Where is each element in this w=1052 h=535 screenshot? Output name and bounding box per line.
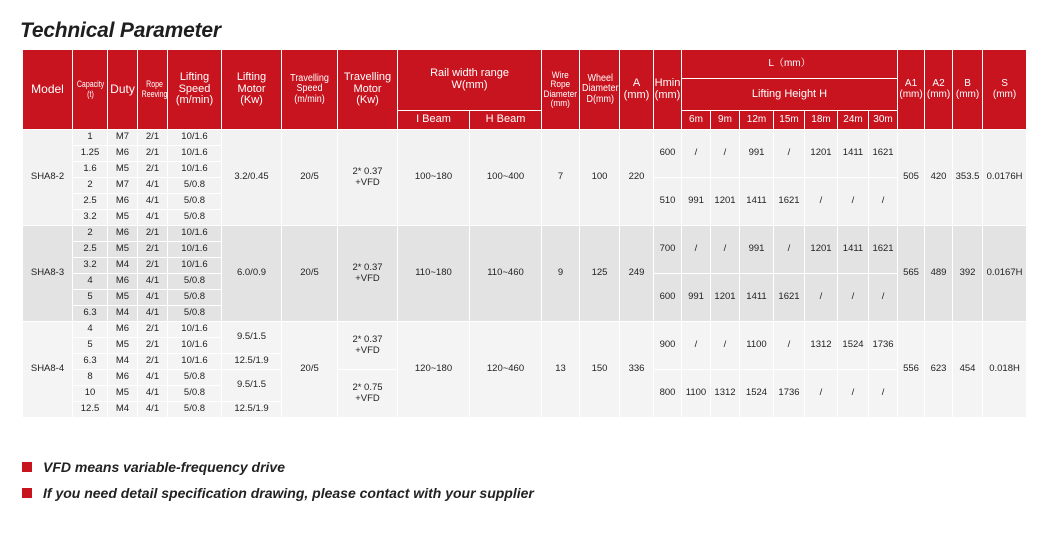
a2-cell: 420 <box>925 130 953 226</box>
header-a1: A1 (mm) <box>898 50 925 130</box>
lifting-height-cell: 1736 <box>869 322 898 370</box>
s-cell: 0.0176H <box>983 130 1027 226</box>
header-model: Model <box>23 50 73 130</box>
table-row <box>23 226 1027 242</box>
lifting-speed-cell: 10/1.6 <box>168 146 222 162</box>
duty-cell: M5 <box>108 162 138 178</box>
a-cell: 220 <box>620 130 654 226</box>
lifting-speed-cell: 5/0.8 <box>168 306 222 322</box>
lifting-height-cell: 1411 <box>838 226 869 274</box>
lifting-motor-cell: 9.5/1.5 <box>222 322 282 354</box>
wire-rope-cell: 9 <box>542 226 580 322</box>
header-height-15m: 15m <box>774 111 805 130</box>
note-contact: If you need detail specification drawing, please contact with your supplier <box>43 485 534 501</box>
a-cell: 336 <box>620 322 654 418</box>
duty-cell: M7 <box>108 130 138 146</box>
capacity-cell: 12.5 <box>73 402 108 418</box>
lifting-height-cell: / <box>869 370 898 418</box>
lifting-motor-cell: 12.5/1.9 <box>222 402 282 418</box>
capacity-cell: 1.6 <box>73 162 108 178</box>
square-bullet-icon <box>22 462 32 472</box>
lifting-height-cell: / <box>838 178 869 226</box>
duty-cell: M4 <box>108 402 138 418</box>
wheel-diameter-cell: 100 <box>580 130 620 226</box>
lifting-speed-cell: 5/0.8 <box>168 210 222 226</box>
header-hmin: Hmin (mm) <box>654 50 682 130</box>
lifting-height-cell: 991 <box>740 130 774 178</box>
lifting-motor-cell: 12.5/1.9 <box>222 354 282 370</box>
rope-reeving-cell: 4/1 <box>138 194 168 210</box>
a-cell: 249 <box>620 226 654 322</box>
rope-reeving-cell: 2/1 <box>138 242 168 258</box>
model-cell: SHA8-3 <box>23 226 73 322</box>
hmin-cell: 510 <box>654 178 682 226</box>
duty-cell: M4 <box>108 306 138 322</box>
duty-cell: M5 <box>108 338 138 354</box>
header-h-beam: H Beam <box>470 111 542 130</box>
i-beam-cell: 120~180 <box>398 322 470 418</box>
capacity-cell: 2 <box>73 226 108 242</box>
lifting-speed-cell: 10/1.6 <box>168 354 222 370</box>
header-lifting-height: Lifting Height H <box>682 79 898 111</box>
b-cell: 353.5 <box>953 130 983 226</box>
lifting-height-cell: 991 <box>682 178 711 226</box>
header-height-9m: 9m <box>711 111 740 130</box>
lifting-height-cell: / <box>774 322 805 370</box>
lifting-motor-cell: 6.0/0.9 <box>222 226 282 322</box>
header-a2: A2 (mm) <box>925 50 953 130</box>
lifting-height-cell: / <box>805 274 838 322</box>
capacity-cell: 2 <box>73 178 108 194</box>
a2-cell: 489 <box>925 226 953 322</box>
lifting-height-cell: 991 <box>740 226 774 274</box>
a2-cell: 623 <box>925 322 953 418</box>
lifting-speed-cell: 5/0.8 <box>168 370 222 386</box>
a1-cell: 556 <box>898 322 925 418</box>
header-capacity: Capacity (t) <box>73 50 108 130</box>
duty-cell: M6 <box>108 274 138 290</box>
header-l: L（mm） <box>682 50 898 79</box>
duty-cell: M6 <box>108 194 138 210</box>
header-s: S (mm) <box>983 50 1027 130</box>
lifting-height-cell: 1201 <box>805 226 838 274</box>
rope-reeving-cell: 2/1 <box>138 226 168 242</box>
header-height-24m: 24m <box>838 111 869 130</box>
header-rope-reeving: Rope Reeving <box>138 50 168 130</box>
rope-reeving-cell: 4/1 <box>138 274 168 290</box>
duty-cell: M6 <box>108 370 138 386</box>
lifting-speed-cell: 10/1.6 <box>168 242 222 258</box>
header-lifting-speed: Lifting Speed (m/min) <box>168 50 222 130</box>
lifting-height-cell: / <box>711 130 740 178</box>
lifting-speed-cell: 5/0.8 <box>168 178 222 194</box>
lifting-speed-cell: 10/1.6 <box>168 322 222 338</box>
lifting-height-cell: / <box>805 178 838 226</box>
rope-reeving-cell: 2/1 <box>138 338 168 354</box>
duty-cell: M6 <box>108 146 138 162</box>
lifting-motor-cell: 9.5/1.5 <box>222 370 282 402</box>
travelling-motor-cell: 2* 0.37 +VFD <box>338 322 398 370</box>
rope-reeving-cell: 2/1 <box>138 130 168 146</box>
lifting-height-cell: 1312 <box>711 370 740 418</box>
lifting-speed-cell: 5/0.8 <box>168 290 222 306</box>
duty-cell: M5 <box>108 386 138 402</box>
lifting-speed-cell: 10/1.6 <box>168 258 222 274</box>
capacity-cell: 8 <box>73 370 108 386</box>
lifting-height-cell: 1736 <box>774 370 805 418</box>
page-title: Technical Parameter <box>20 19 221 42</box>
hmin-cell: 600 <box>654 274 682 322</box>
lifting-height-cell: / <box>869 274 898 322</box>
lifting-height-cell: / <box>711 226 740 274</box>
hmin-cell: 700 <box>654 226 682 274</box>
lifting-height-cell: 1100 <box>740 322 774 370</box>
lifting-speed-cell: 10/1.6 <box>168 130 222 146</box>
lifting-height-cell: 1524 <box>740 370 774 418</box>
rope-reeving-cell: 4/1 <box>138 178 168 194</box>
lifting-speed-cell: 5/0.8 <box>168 274 222 290</box>
header-height-12m: 12m <box>740 111 774 130</box>
capacity-cell: 3.2 <box>73 258 108 274</box>
lifting-height-cell: / <box>838 274 869 322</box>
capacity-cell: 6.3 <box>73 354 108 370</box>
lifting-height-cell: 1524 <box>838 322 869 370</box>
wheel-diameter-cell: 150 <box>580 322 620 418</box>
lifting-height-cell: 1411 <box>740 274 774 322</box>
lifting-height-cell: / <box>682 226 711 274</box>
rope-reeving-cell: 2/1 <box>138 146 168 162</box>
header-i-beam: I Beam <box>398 111 470 130</box>
capacity-cell: 1 <box>73 130 108 146</box>
lifting-speed-cell: 5/0.8 <box>168 386 222 402</box>
lifting-height-cell: / <box>774 226 805 274</box>
lifting-speed-cell: 10/1.6 <box>168 162 222 178</box>
capacity-cell: 6.3 <box>73 306 108 322</box>
header-height-30m: 30m <box>869 111 898 130</box>
travelling-speed-cell: 20/5 <box>282 322 338 418</box>
lifting-speed-cell: 5/0.8 <box>168 402 222 418</box>
capacity-cell: 5 <box>73 338 108 354</box>
lifting-speed-cell: 5/0.8 <box>168 194 222 210</box>
duty-cell: M5 <box>108 242 138 258</box>
h-beam-cell: 120~460 <box>470 322 542 418</box>
i-beam-cell: 110~180 <box>398 226 470 322</box>
lifting-height-cell: 1621 <box>869 226 898 274</box>
lifting-height-cell: / <box>805 370 838 418</box>
capacity-cell: 2.5 <box>73 194 108 210</box>
model-cell: SHA8-4 <box>23 322 73 418</box>
duty-cell: M4 <box>108 354 138 370</box>
wire-rope-cell: 7 <box>542 130 580 226</box>
rope-reeving-cell: 4/1 <box>138 306 168 322</box>
header-a: A (mm) <box>620 50 654 130</box>
i-beam-cell: 100~180 <box>398 130 470 226</box>
travelling-speed-cell: 20/5 <box>282 130 338 226</box>
capacity-cell: 4 <box>73 274 108 290</box>
b-cell: 392 <box>953 226 983 322</box>
lifting-height-cell: 1201 <box>711 178 740 226</box>
hmin-cell: 600 <box>654 130 682 178</box>
notes-list <box>22 458 534 510</box>
rope-reeving-cell: 4/1 <box>138 290 168 306</box>
table-row <box>23 130 1027 146</box>
header-duty: Duty <box>108 50 138 130</box>
lifting-height-cell: / <box>682 322 711 370</box>
lifting-height-cell: 1411 <box>838 130 869 178</box>
b-cell: 454 <box>953 322 983 418</box>
lifting-height-cell: 1100 <box>682 370 711 418</box>
lifting-height-cell: / <box>682 130 711 178</box>
wire-rope-cell: 13 <box>542 322 580 418</box>
h-beam-cell: 100~400 <box>470 130 542 226</box>
travelling-motor-cell: 2* 0.75 +VFD <box>338 370 398 418</box>
rope-reeving-cell: 4/1 <box>138 402 168 418</box>
s-cell: 0.018H <box>983 322 1027 418</box>
lifting-height-cell: 1312 <box>805 322 838 370</box>
header-height-18m: 18m <box>805 111 838 130</box>
a1-cell: 565 <box>898 226 925 322</box>
lifting-height-cell: / <box>711 322 740 370</box>
rope-reeving-cell: 4/1 <box>138 210 168 226</box>
header-rail-width: Rail width range W(mm) <box>398 50 542 111</box>
lifting-height-cell: / <box>774 130 805 178</box>
header-wire-rope: Wire Rope Diameter (mm) <box>542 50 580 130</box>
table-row <box>23 322 1027 338</box>
rope-reeving-cell: 2/1 <box>138 354 168 370</box>
lifting-height-cell: / <box>838 370 869 418</box>
table-body <box>23 130 1027 418</box>
duty-cell: M6 <box>108 226 138 242</box>
lifting-height-cell: 1201 <box>711 274 740 322</box>
note-item <box>22 484 534 510</box>
lifting-height-cell: 1201 <box>805 130 838 178</box>
model-cell: SHA8-2 <box>23 130 73 226</box>
travelling-motor-cell: 2* 0.37 +VFD <box>338 130 398 226</box>
lifting-motor-cell: 3.2/0.45 <box>222 130 282 226</box>
capacity-cell: 2.5 <box>73 242 108 258</box>
lifting-speed-cell: 10/1.6 <box>168 226 222 242</box>
rope-reeving-cell: 2/1 <box>138 322 168 338</box>
lifting-height-cell: / <box>869 178 898 226</box>
duty-cell: M7 <box>108 178 138 194</box>
capacity-cell: 3.2 <box>73 210 108 226</box>
rope-reeving-cell: 2/1 <box>138 258 168 274</box>
capacity-cell: 1.25 <box>73 146 108 162</box>
wheel-diameter-cell: 125 <box>580 226 620 322</box>
capacity-cell: 4 <box>73 322 108 338</box>
note-item <box>22 458 534 484</box>
travelling-speed-cell: 20/5 <box>282 226 338 322</box>
capacity-cell: 10 <box>73 386 108 402</box>
square-bullet-icon <box>22 488 32 498</box>
lifting-height-cell: 991 <box>682 274 711 322</box>
h-beam-cell: 110~460 <box>470 226 542 322</box>
lifting-height-cell: 1621 <box>869 130 898 178</box>
rope-reeving-cell: 4/1 <box>138 386 168 402</box>
lifting-height-cell: 1621 <box>774 274 805 322</box>
hmin-cell: 800 <box>654 370 682 418</box>
a1-cell: 505 <box>898 130 925 226</box>
s-cell: 0.0167H <box>983 226 1027 322</box>
header-travelling-motor: Travelling Motor (Kw) <box>338 50 398 130</box>
lifting-speed-cell: 10/1.6 <box>168 338 222 354</box>
header-height-6m: 6m <box>682 111 711 130</box>
lifting-height-cell: 1621 <box>774 178 805 226</box>
duty-cell: M5 <box>108 290 138 306</box>
header-travelling-speed: Travelling Speed (m/min) <box>282 50 338 130</box>
duty-cell: M4 <box>108 258 138 274</box>
header-b: B (mm) <box>953 50 983 130</box>
rope-reeving-cell: 2/1 <box>138 162 168 178</box>
capacity-cell: 5 <box>73 290 108 306</box>
duty-cell: M5 <box>108 210 138 226</box>
hmin-cell: 900 <box>654 322 682 370</box>
travelling-motor-cell: 2* 0.37 +VFD <box>338 226 398 322</box>
note-vfd: VFD means variable-frequency drive <box>43 459 285 475</box>
header-wheel-diameter: Wheel Diameter D(mm) <box>580 50 620 130</box>
rope-reeving-cell: 4/1 <box>138 370 168 386</box>
duty-cell: M6 <box>108 322 138 338</box>
technical-parameter-table <box>22 49 1027 418</box>
lifting-height-cell: 1411 <box>740 178 774 226</box>
header-lifting-motor: Lifting Motor (Kw) <box>222 50 282 130</box>
